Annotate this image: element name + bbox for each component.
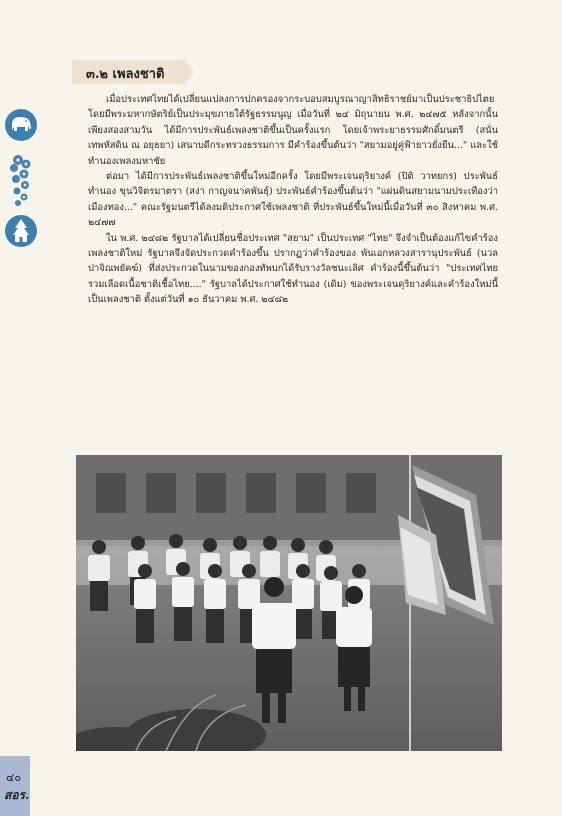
section-title: ๓.๒ เพลงชาติ [86,67,165,82]
photo-students-flag-ceremony [76,455,502,751]
page-number-label: สอร. [4,788,30,802]
section-header [72,60,184,84]
flower-icon [4,152,38,210]
temple-icon [4,214,38,248]
elephant-icon [4,108,38,142]
paragraph: เมื่อประเทศไทยได้เปลี่ยนแปลงการปกครองจากระบอบสมบูรณาญาสิทธิราชย์มาเป็นประชาธิปไตย โดยมีพระมหากษัตริย์เป็นประมุขภายใต้รัฐธรรมนูญ เมื่อวันที่ ๒๔ มิถุนายน พ.ศ. ๒๔๗๕ หลังจากนั้นเพียงสองสามวัน ได้มีการประพันธ์เพลงชาติขึ้นเป็นครั้งแรก โดยเจ้าพระยาธรรมศักดิ์มนตรี (สนั่น เทพหัสดิน ณ อยุธยา) เสนาบดีกระทรวงธรรมการ มีคำร้องขึ้นต้นว่า "สยามอยู่คู่ฟ้ายาวยั่งยืน..." และใช้ทำนองเพลงมหาชัย [88,94,498,167]
paragraph: ต่อมา ได้มีการประพันธ์เพลงชาติขึ้นใหม่อีกครั้ง โดยมีพระเจนดุริยางค์ (ปิติ วาทยกร) ประพันธ์ทำนอง ขุนวิจิตรมาตรา (สง่า กาญจนาคพันธุ์) ประพันธ์คำร้องขึ้นต้นว่า "แผ่นดินสยามนามประเทืองว่าเมืองทอง..." คณะรัฐมนตรีได้ลงมติประกาศใช้เพลงชาติ ที่ประพันธ์ขึ้นใหม่นี้เมื่อวันที่ ๓๐ สิงหาคม พ.ศ. ๒๔๗๗ [88,171,498,229]
body-text [88,92,498,308]
page-number [0,756,30,816]
page-number-text: ๔๐ [6,771,22,784]
paragraph: ใน พ.ศ. ๒๔๘๒ รัฐบาลได้เปลี่ยนชื่อประเทศ "สยาม" เป็นประเทศ "ไทย" จึงจำเป็นต้องแก้ไขคำร้องเพลงชาติใหม่ รัฐบาลจึงจัดประกวดคำร้องขึ้น ปรากฏว่าคำร้องของ พันเอกหลวงสารานุประพันธ์ (นวล ปาจิณพยัคฆ์) ที่ส่งประกวดในนามของกองทัพบกได้รับรางวัลชนะเลิศ คำร้องนี้ขึ้นต้นว่า "ประเทศไทยรวมเลือดเนื้อชาติเชื้อไทย...." รัฐบาลได้ประกาศใช้ทำนอง (เดิม) ของพระเจนดุริยางค์และคำร้องใหม่นี้เป็นเพลงชาติ ตั้งแต่วันที่ ๑๐ ธันวาคม พ.ศ. ๒๔๘๒ [88,232,498,306]
